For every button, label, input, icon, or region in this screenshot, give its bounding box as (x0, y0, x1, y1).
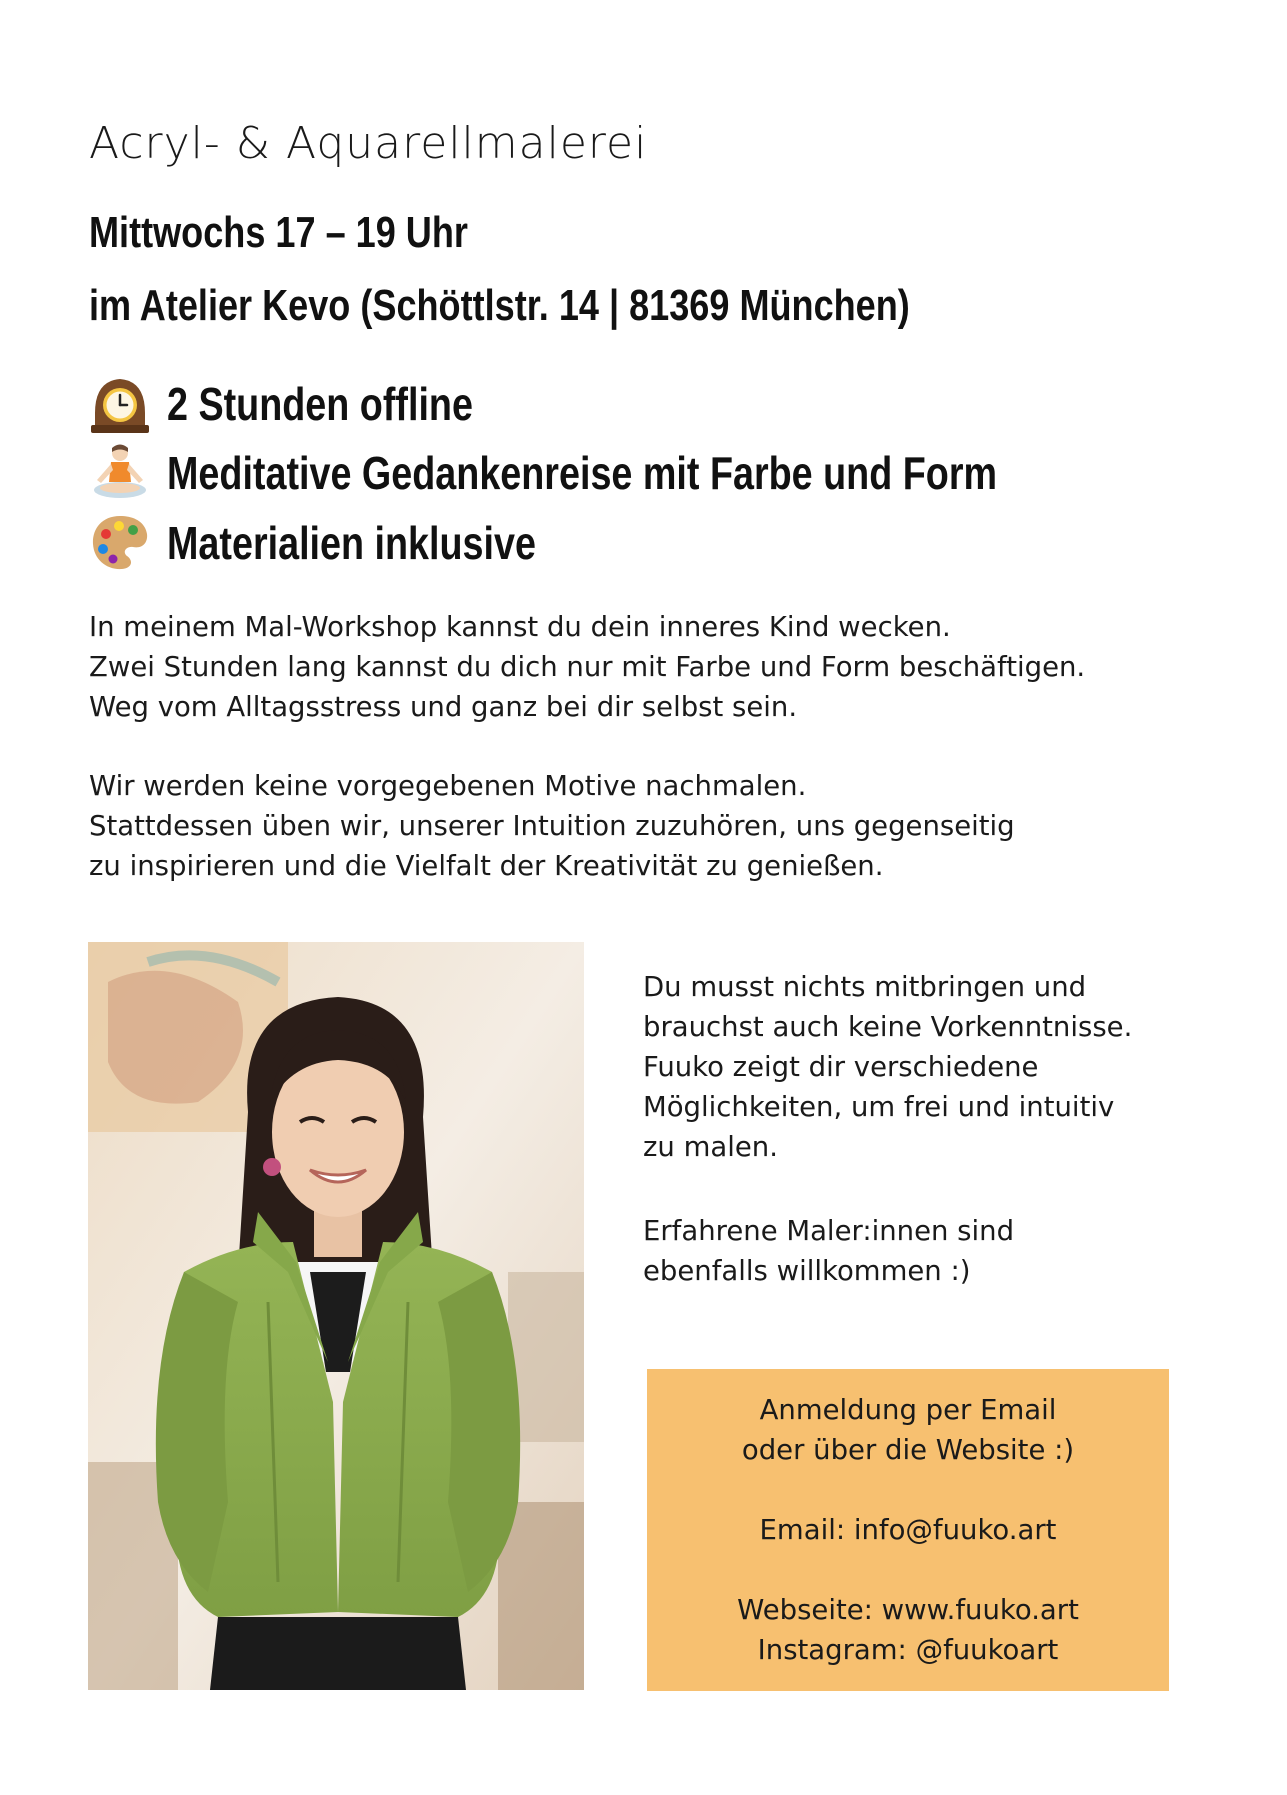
text-line: Weg vom Alltagsstress und ganz bei dir selbst sein. (89, 691, 798, 723)
text-line: Erfahrene Maler:innen sind (643, 1215, 1015, 1247)
instructor-photo (88, 942, 584, 1690)
mantelpiece-clock-icon (89, 373, 151, 435)
approach-paragraph (89, 766, 1015, 886)
instructor-portrait-illustration (88, 942, 584, 1690)
intro-paragraph (89, 607, 1085, 727)
instagram-link[interactable]: Instagram: @fuukoart (757, 1634, 1059, 1666)
feature-materials (89, 512, 617, 574)
text-line: brauchst auch keine Vorkenntnisse. (643, 1011, 1133, 1043)
schedule-heading: Mittwochs 17 – 19 Uhr (89, 208, 468, 257)
feature-meditation (89, 442, 1179, 504)
feature-offline (89, 373, 540, 435)
signup-links (647, 1590, 1169, 1670)
workshop-subtitle: Acryl- & Aquarellmalerei (89, 118, 648, 169)
text-line: oder über die Website :) (741, 1434, 1075, 1466)
text-line: Wir werden keine vorgegebenen Motive nachmalen. (89, 770, 807, 802)
feature-text: Meditative Gedankenreise mit Farbe und Form (167, 447, 998, 499)
welcome-paragraph (643, 1211, 1014, 1291)
signup-heading (647, 1390, 1169, 1470)
text-line: Stattdessen üben wir, unserer Intuition zuzuhören, uns gegenseitig (89, 810, 1015, 842)
text-line: zu malen. (643, 1131, 778, 1163)
text-line: In meinem Mal-Workshop kannst du dein inneres Kind wecken. (89, 611, 951, 643)
text-line: ebenfalls willkommen :) (643, 1255, 971, 1287)
feature-text: 2 Stunden offline (167, 378, 473, 430)
text-line: Anmeldung per Email (759, 1394, 1057, 1426)
text-line: Du musst nichts mitbringen und (643, 971, 1087, 1003)
info-paragraph (643, 967, 1132, 1167)
signup-info-box (647, 1369, 1169, 1691)
artist-palette-icon (89, 512, 151, 574)
text-line: zu inspirieren und die Vielfalt der Kreativität zu genießen. (89, 850, 884, 882)
person-in-lotus-position-icon (89, 442, 151, 504)
website-link[interactable]: Webseite: www.fuuko.art (737, 1594, 1079, 1626)
text-line: Zwei Stunden lang kannst du dich nur mit Farbe und Form beschäftigen. (89, 651, 1086, 683)
signup-email[interactable]: Email: info@fuuko.art (759, 1514, 1057, 1546)
text-line: Fuuko zeigt dir verschiedene (643, 1051, 1039, 1083)
feature-text: Materialien inklusive (167, 517, 536, 569)
text-line: Möglichkeiten, um frei und intuitiv (643, 1091, 1115, 1123)
location-heading: im Atelier Kevo (Schöttlstr. 14 | 81369 München) (89, 281, 910, 330)
